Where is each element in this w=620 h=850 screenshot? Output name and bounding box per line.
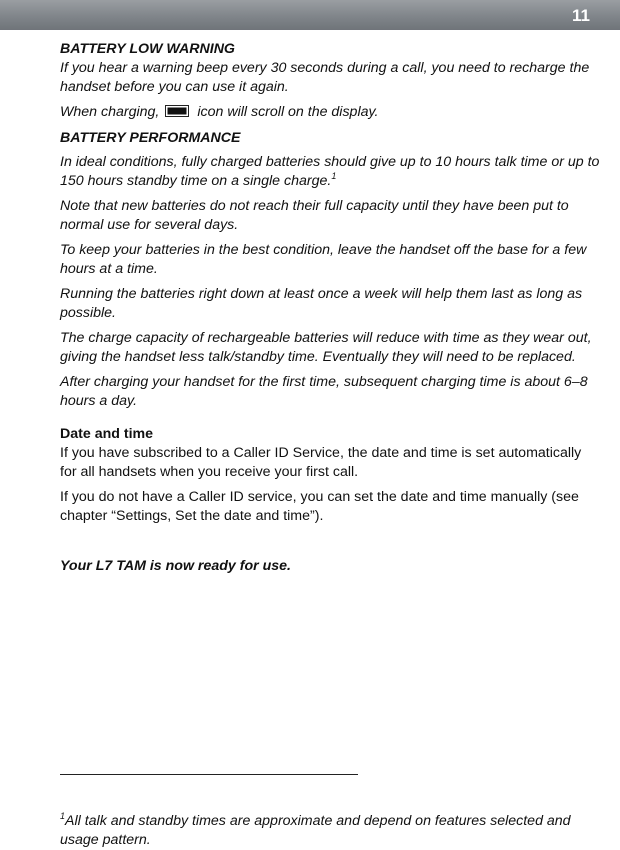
- ready-message: Your L7 TAM is now ready for use.: [60, 558, 291, 574]
- charging-text-before: When charging,: [60, 104, 160, 120]
- battery-performance-p1: [60, 153, 600, 191]
- battery-performance-heading: BATTERY PERFORMANCE: [60, 130, 241, 146]
- battery-performance-p6: After charging your handset for the first time, subsequent charging time is about 6–8 hours a day.: [60, 374, 588, 409]
- footnote-marker: 1: [60, 811, 66, 821]
- footnote-divider: [60, 774, 358, 775]
- battery-performance-p1-text: In ideal conditions, fully charged batteries should give up to 10 hours talk time or up to 150 hours standby time on a single charge.: [60, 154, 600, 189]
- battery-performance-p3: To keep your batteries in the best condition, leave the handset off the base for a few hours at a time.: [60, 242, 587, 277]
- footnote-text: All talk and standby times are approximate and depend on features selected and usage pattern.: [60, 813, 571, 848]
- header-bar: [0, 0, 620, 30]
- date-time-heading: Date and time: [60, 426, 154, 442]
- footnote: [60, 812, 600, 850]
- footnote-reference: 1: [331, 171, 337, 181]
- page-number: 11: [572, 6, 590, 25]
- battery-icon: [165, 105, 189, 117]
- charging-line: [60, 103, 600, 122]
- main-content: [60, 40, 600, 576]
- battery-low-paragraph: If you hear a warning beep every 30 seconds during a call, you need to recharge the handset before you can use it again.: [60, 60, 590, 95]
- battery-performance-p2: Note that new batteries do not reach their full capacity until they have been put to normal use for several days.: [60, 198, 569, 233]
- date-time-p2: If you do not have a Caller ID service, you can set the date and time manually (see chapter “Settings, Set the date and time”).: [60, 489, 579, 524]
- battery-performance-p5: The charge capacity of rechargeable batteries will reduce with time as they wear out, giving the handset less talk/standby time. Eventually they will need to be replaced.: [60, 330, 592, 365]
- battery-low-heading: BATTERY LOW WARNING: [60, 41, 235, 57]
- charging-text-after: icon will scroll on the display.: [197, 104, 379, 120]
- battery-performance-p4: Running the batteries right down at least once a week will help them last as long as possible.: [60, 286, 583, 321]
- date-time-p1: If you have subscribed to a Caller ID Service, the date and time is set automatically for all handsets when you receive your first call.: [60, 445, 582, 480]
